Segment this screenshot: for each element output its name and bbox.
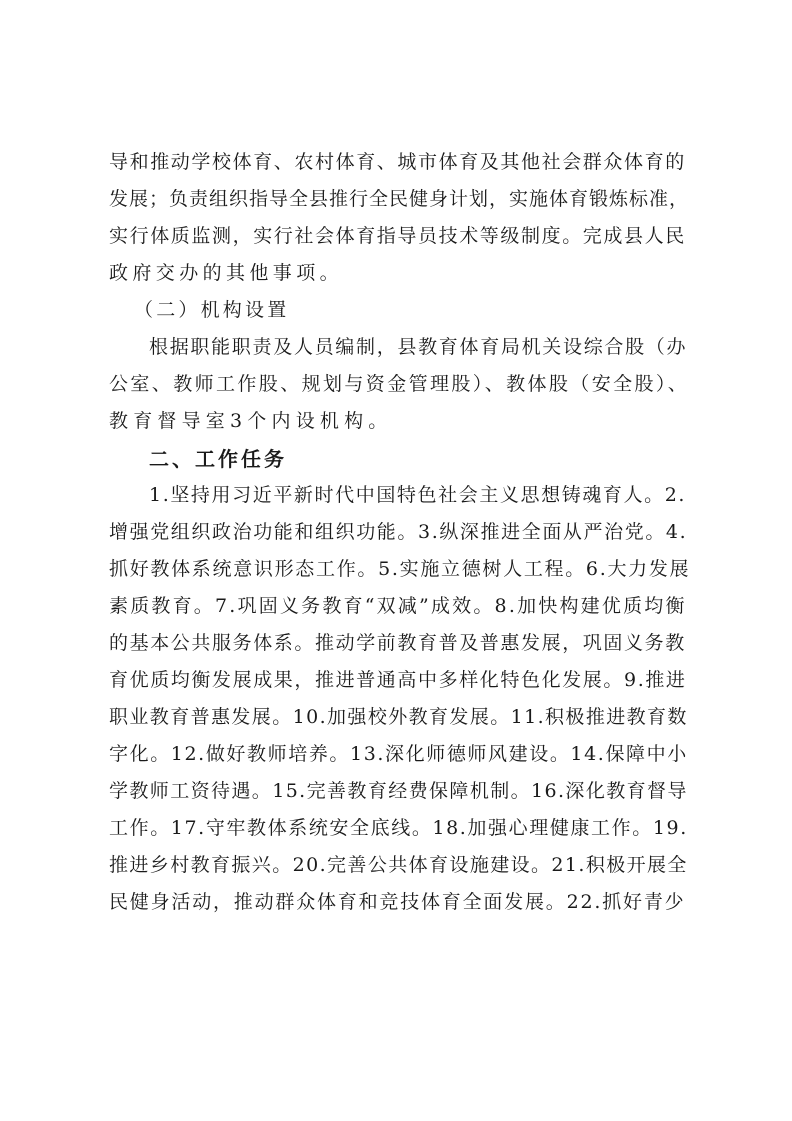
text-line: 根据职能职责及人员编制，县教育体育局机关设综合股（办 bbox=[149, 336, 688, 358]
text-line: 1.坚持用习近平新时代中国特色社会主义思想铸魂育人。2. bbox=[149, 484, 687, 506]
text-line: 育优质均衡发展成果，推进普通高中多样化特色化发展。9.推进 bbox=[109, 669, 687, 691]
text-line: 职业教育普惠发展。10.加强校外教育发展。11.积极推进教育数 bbox=[109, 706, 688, 728]
text-line: 抓好教体系统意识形态工作。5.实施立德树人工程。6.大力发展 bbox=[109, 558, 691, 580]
text-line: 工作。17.守牢教体系统安全底线。18.加强心理健康工作。19. bbox=[109, 817, 688, 839]
text-line: 发展；负责组织指导全县推行全民健身计划，实施体育锻炼标准， bbox=[109, 188, 690, 210]
section-subheading: （二）机构设置 bbox=[134, 299, 290, 321]
text-line: 民健身活动，推动群众体育和竞技体育全面发展。22.抓好青少 bbox=[109, 891, 686, 913]
text-line: 学教师工资待遇。15.完善教育经费保障机制。16.深化教育督导 bbox=[109, 780, 688, 802]
text-line: 政府交办的其他事项。 bbox=[109, 262, 344, 284]
text-line: 素质教育。7.巩固义务教育“双减”成效。8.加快构建优质均衡 bbox=[109, 595, 687, 617]
text-line: 增强党组织政治功能和组织功能。3.纵深推进全面从严治党。4. bbox=[109, 521, 688, 543]
text-line: 的基本公共服务体系。推动学前教育普及普惠发展，巩固义务教 bbox=[109, 632, 686, 654]
text-line: 字化。12.做好教师培养。13.深化师德师风建设。14.保障中小 bbox=[109, 743, 688, 765]
text-line: 导和推动学校体育、农村体育、城市体育及其他社会群众体育的 bbox=[109, 151, 686, 173]
section-heading: 二、工作任务 bbox=[149, 447, 287, 471]
text-line: 公室、教师工作股、规划与资金管理股）、教体股（安全股）、 bbox=[109, 373, 690, 395]
text-line: 推进乡村教育振兴。20.完善公共体育设施建设。21.积极开展全 bbox=[109, 854, 688, 876]
text-line: 教育督导室3个内设机构。 bbox=[109, 410, 393, 432]
text-line: 实行体质监测，实行社会体育指导员技术等级制度。完成县人民 bbox=[109, 225, 686, 247]
